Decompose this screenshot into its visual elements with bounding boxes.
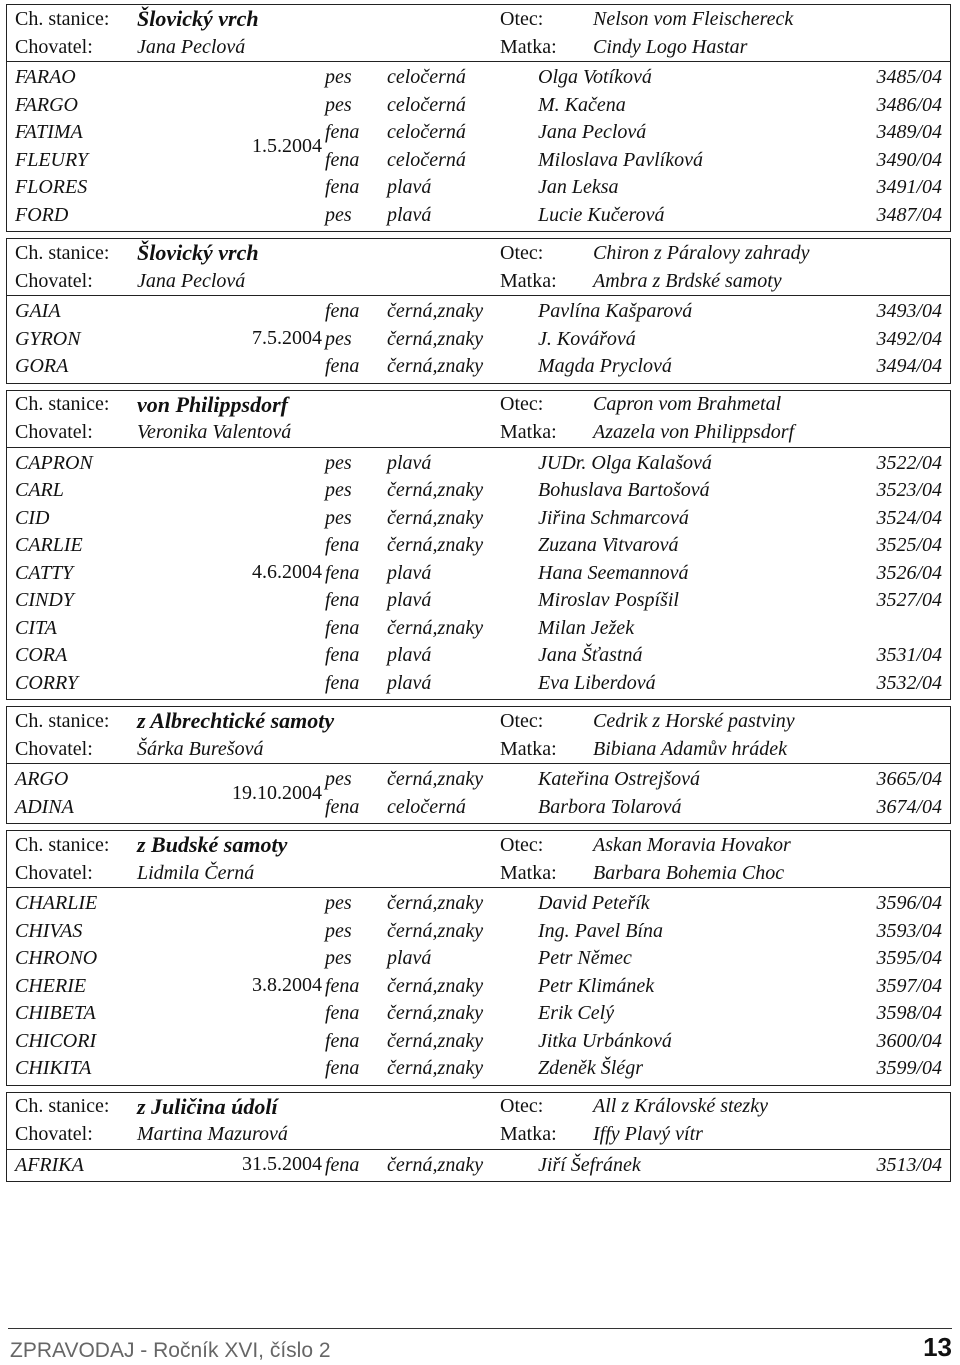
puppy-name: FLORES — [15, 176, 88, 199]
puppy-registration: 3596/04 — [876, 892, 942, 915]
puppy-registration: 3487/04 — [876, 203, 942, 226]
puppy-color: černá,znaky — [387, 974, 484, 997]
puppy-registration: 3524/04 — [876, 506, 942, 529]
puppy-name: CHERIE — [15, 974, 87, 997]
dam-name: Iffy Plavý vítr — [593, 1123, 703, 1145]
litter-header — [7, 707, 950, 764]
puppy-name: FLEURY — [15, 148, 88, 171]
puppy-color: celočerná — [387, 93, 466, 116]
puppy-color: plavá — [387, 589, 432, 612]
page-number: 13 — [923, 1332, 952, 1362]
puppy-row — [7, 1055, 950, 1083]
puppy-owner: Jana Šťastná — [538, 644, 643, 667]
puppy-sex: fena — [325, 616, 360, 639]
puppy-sex: fena — [325, 176, 360, 199]
puppy-sex: fena — [325, 148, 360, 171]
sire-label: Otec: — [500, 241, 544, 264]
puppy-sex: fena — [325, 589, 360, 612]
puppy-sex: pes — [325, 919, 352, 942]
litter-header — [7, 239, 950, 296]
puppy-row — [7, 532, 950, 560]
puppy-name: GAIA — [15, 300, 61, 323]
puppy-registration: 3522/04 — [876, 451, 942, 474]
litter-date: 31.5.2004 — [242, 1153, 322, 1176]
puppy-color: černá,znaky — [387, 479, 484, 502]
puppy-registration: 3486/04 — [876, 93, 942, 116]
puppy-registration: 3600/04 — [876, 1029, 942, 1052]
puppy-sex: pes — [325, 451, 352, 474]
puppy-row — [7, 1028, 950, 1056]
puppy-color: plavá — [387, 176, 432, 199]
dam-name: Azazela von Philippsdorf — [593, 421, 795, 443]
puppy-row — [7, 973, 950, 1001]
puppy-row — [7, 505, 950, 533]
puppy-sex: fena — [325, 1029, 360, 1052]
puppy-owner: Zuzana Vitvarová — [538, 534, 679, 557]
puppy-registration: 3665/04 — [876, 768, 942, 791]
breeder-row — [7, 735, 950, 763]
puppy-name: FATIMA — [15, 121, 83, 144]
puppy-row — [7, 64, 950, 92]
puppy-color: celočerná — [387, 148, 466, 171]
puppy-name: CITA — [15, 616, 57, 639]
breeder-label: Chovatel: — [15, 1123, 93, 1145]
puppy-color: plavá — [387, 561, 432, 584]
puppy-owner: Miloslava Pavlíková — [538, 148, 703, 171]
puppy-row — [7, 615, 950, 643]
puppy-name: CAPRON — [15, 451, 93, 474]
breeder-row — [7, 859, 950, 887]
puppy-row — [7, 766, 950, 794]
puppy-sex: fena — [325, 561, 360, 584]
puppy-name: CATTY — [15, 561, 74, 584]
puppy-owner: Bohuslava Bartošová — [538, 479, 710, 502]
puppy-row — [7, 353, 950, 381]
puppy-name: FARGO — [15, 93, 78, 116]
puppy-registration: 3598/04 — [876, 1002, 942, 1025]
puppy-row — [7, 1000, 950, 1028]
sire-label: Otec: — [500, 709, 544, 732]
page-footer — [8, 1328, 952, 1363]
puppy-owner: Pavlína Kašparová — [538, 300, 693, 323]
puppy-sex: fena — [325, 1057, 360, 1080]
station-label: Ch. stanice: — [15, 1095, 110, 1117]
puppy-owner: Zdeněk Šlégr — [538, 1057, 643, 1080]
litter-date: 1.5.2004 — [252, 134, 322, 157]
litter-block — [6, 706, 951, 824]
dam-label: Matka: — [500, 35, 557, 58]
station-name: z Albrechtické samoty — [137, 708, 335, 733]
puppy-row — [7, 945, 950, 973]
litter-block — [6, 1092, 951, 1183]
puppy-owner: Erik Celý — [538, 1002, 615, 1025]
puppy-registration: 3593/04 — [876, 919, 942, 942]
puppy-row — [7, 670, 950, 698]
puppy-color: černá,znaky — [387, 1029, 484, 1052]
sire-name: All z Královské stezky — [593, 1095, 768, 1117]
puppy-registration: 3493/04 — [876, 300, 942, 323]
puppy-owner: J. Kovářová — [538, 327, 636, 350]
puppy-row — [7, 450, 950, 478]
puppy-list — [7, 888, 950, 1085]
puppy-sex: pes — [325, 768, 352, 791]
sire-label: Otec: — [500, 7, 544, 30]
puppy-row — [7, 642, 950, 670]
litter-header — [7, 391, 950, 448]
puppy-sex: fena — [325, 671, 360, 694]
puppy-name: CHIVAS — [15, 919, 83, 942]
puppy-name: GORA — [15, 355, 69, 378]
station-name: Šlovický vrch — [137, 240, 259, 265]
puppy-registration: 3595/04 — [876, 947, 942, 970]
puppy-row — [7, 918, 950, 946]
puppy-row — [7, 298, 950, 326]
puppy-row — [7, 794, 950, 822]
puppy-sex: pes — [325, 479, 352, 502]
dam-label: Matka: — [500, 1123, 557, 1145]
puppy-owner: Eva Liberdová — [538, 671, 656, 694]
puppy-name: CINDY — [15, 589, 74, 612]
litter-date: 3.8.2004 — [252, 974, 322, 997]
puppy-sex: pes — [325, 327, 352, 350]
dam-label: Matka: — [500, 861, 557, 884]
puppy-color: celočerná — [387, 121, 466, 144]
puppy-owner: Jan Leksa — [538, 176, 619, 199]
puppy-sex: fena — [325, 300, 360, 323]
puppy-sex: fena — [325, 795, 360, 818]
puppy-name: AFRIKA — [15, 1153, 84, 1176]
puppy-owner: Milan Ježek — [538, 616, 635, 639]
litter-header — [7, 1093, 950, 1150]
puppy-row — [7, 477, 950, 505]
puppy-row — [7, 326, 950, 354]
dam-label: Matka: — [500, 421, 557, 443]
puppy-owner: Miroslav Pospíšil — [538, 589, 679, 612]
litter-date: 7.5.2004 — [252, 327, 322, 350]
sire-name: Askan Moravia Hovakor — [593, 833, 791, 856]
breeder-name: Veronika Valentová — [137, 421, 292, 443]
puppy-list — [7, 764, 950, 823]
puppy-name: ARGO — [15, 768, 69, 791]
breeder-name: Lidmila Černá — [137, 861, 255, 884]
puppy-list — [7, 296, 950, 383]
puppy-color: plavá — [387, 671, 432, 694]
breeder-row — [7, 419, 950, 447]
sire-label: Otec: — [500, 833, 544, 856]
puppy-color: černá,znaky — [387, 327, 484, 350]
puppy-owner: Barbora Tolarová — [538, 795, 682, 818]
puppy-owner: Jiří Šefránek — [538, 1153, 641, 1176]
puppy-sex: fena — [325, 355, 360, 378]
puppy-color: plavá — [387, 203, 432, 226]
litter-header — [7, 5, 950, 62]
dam-name: Cindy Logo Hastar — [593, 35, 748, 58]
breeder-name: Jana Peclová — [137, 269, 246, 292]
breeder-row — [7, 1121, 950, 1149]
station-label: Ch. stanice: — [15, 833, 110, 856]
puppy-registration: 3523/04 — [876, 479, 942, 502]
station-name: z Budské samoty — [137, 832, 288, 857]
litter-block — [6, 390, 951, 701]
station-row — [7, 239, 950, 267]
puppy-name: ADINA — [15, 795, 74, 818]
puppy-list — [7, 1150, 950, 1182]
puppy-color: černá,znaky — [387, 892, 484, 915]
puppy-row — [7, 560, 950, 588]
puppy-list — [7, 62, 950, 231]
puppy-row — [7, 202, 950, 230]
station-name: Šlovický vrch — [137, 6, 259, 31]
litter-header — [7, 831, 950, 888]
litter-list — [6, 4, 951, 1188]
station-name: z Juličina údolí — [137, 1093, 278, 1119]
puppy-row — [7, 1152, 950, 1180]
litter-block — [6, 238, 951, 384]
puppy-owner: David Peteřík — [538, 892, 650, 915]
puppy-owner: Jitka Urbánková — [538, 1029, 672, 1052]
puppy-owner: Jana Peclová — [538, 121, 647, 144]
puppy-color: černá,znaky — [387, 1057, 484, 1080]
breeder-row — [7, 33, 950, 61]
puppy-color: černá,znaky — [387, 1153, 484, 1176]
puppy-color: černá,znaky — [387, 616, 484, 639]
sire-name: Capron vom Brahmetal — [593, 393, 782, 415]
puppy-registration: 3485/04 — [876, 66, 942, 89]
puppy-registration: 3489/04 — [876, 121, 942, 144]
puppy-color: černá,znaky — [387, 506, 484, 529]
puppy-registration: 3490/04 — [876, 148, 942, 171]
puppy-name: CARL — [15, 479, 64, 502]
puppy-registration: 3599/04 — [876, 1057, 942, 1080]
puppy-registration: 3525/04 — [876, 534, 942, 557]
puppy-color: celočerná — [387, 66, 466, 89]
station-label: Ch. stanice: — [15, 241, 110, 264]
puppy-registration: 3674/04 — [876, 795, 942, 818]
dam-name: Bibiana Adamův hrádek — [593, 737, 788, 760]
puppy-name: CARLIE — [15, 534, 83, 557]
breeder-label: Chovatel: — [15, 737, 93, 760]
litter-block — [6, 830, 951, 1086]
puppy-name: FORD — [15, 203, 69, 226]
dam-name: Barbara Bohemia Choc — [593, 861, 785, 884]
puppy-name: FARAO — [15, 66, 76, 89]
puppy-sex: fena — [325, 974, 360, 997]
station-row — [7, 391, 950, 419]
puppy-color: černá,znaky — [387, 355, 484, 378]
puppy-owner: Ing. Pavel Bína — [538, 919, 663, 942]
station-row — [7, 831, 950, 859]
puppy-row — [7, 92, 950, 120]
magazine-title: ZPRAVODAJ - Ročník XVI, číslo 2 — [10, 1339, 331, 1362]
puppy-name: CORA — [15, 644, 68, 667]
litter-date: 4.6.2004 — [252, 561, 322, 584]
dam-label: Matka: — [500, 269, 557, 292]
breeder-label: Chovatel: — [15, 269, 93, 292]
puppy-owner: Petr Němec — [538, 947, 632, 970]
dam-label: Matka: — [500, 737, 557, 760]
puppy-row — [7, 890, 950, 918]
puppy-sex: fena — [325, 534, 360, 557]
breeder-name: Jana Peclová — [137, 35, 246, 58]
puppy-registration: 3531/04 — [876, 644, 942, 667]
puppy-sex: pes — [325, 93, 352, 116]
station-row — [7, 5, 950, 33]
puppy-color: plavá — [387, 451, 432, 474]
sire-label: Otec: — [500, 393, 544, 415]
station-row — [7, 707, 950, 735]
breeder-label: Chovatel: — [15, 861, 93, 884]
puppy-name: CHARLIE — [15, 892, 98, 915]
puppy-color: černá,znaky — [387, 1002, 484, 1025]
puppy-owner: Magda Pryclová — [538, 355, 672, 378]
puppy-registration: 3494/04 — [876, 355, 942, 378]
puppy-sex: pes — [325, 66, 352, 89]
puppy-registration: 3526/04 — [876, 561, 942, 584]
sire-name: Chiron z Páralovy zahrady — [593, 241, 810, 264]
litter-date: 19.10.2004 — [232, 781, 322, 804]
litter-block — [6, 4, 951, 232]
puppy-name: GYRON — [15, 327, 81, 350]
puppy-registration: 3532/04 — [876, 671, 942, 694]
sire-name: Nelson vom Fleischereck — [593, 7, 794, 30]
breeder-row — [7, 267, 950, 295]
puppy-name: CID — [15, 506, 50, 529]
puppy-sex: pes — [325, 203, 352, 226]
puppy-color: celočerná — [387, 795, 466, 818]
puppy-owner: M. Kačena — [538, 93, 626, 116]
puppy-name: CHICORI — [15, 1029, 97, 1052]
puppy-color: černá,znaky — [387, 919, 484, 942]
puppy-color: plavá — [387, 644, 432, 667]
puppy-color: černá,znaky — [387, 534, 484, 557]
puppy-sex: fena — [325, 1002, 360, 1025]
puppy-registration: 3527/04 — [876, 589, 942, 612]
puppy-owner: Jiřina Schmarcová — [538, 506, 689, 529]
puppy-color: plavá — [387, 947, 432, 970]
puppy-owner: Hana Seemannová — [538, 561, 689, 584]
puppy-row — [7, 174, 950, 202]
breeder-name: Martina Mazurová — [137, 1123, 288, 1145]
puppy-registration: 3513/04 — [876, 1153, 942, 1176]
sire-name: Cedrik z Horské pastviny — [593, 709, 795, 732]
puppy-name: CHIBETA — [15, 1002, 96, 1025]
puppy-color: černá,znaky — [387, 768, 484, 791]
dam-name: Ambra z Brdské samoty — [593, 269, 782, 292]
puppy-owner: Kateřina Ostrejšová — [538, 768, 701, 791]
breeder-label: Chovatel: — [15, 35, 93, 58]
puppy-registration: 3491/04 — [876, 176, 942, 199]
breeder-name: Šárka Burešová — [137, 737, 264, 760]
puppy-list — [7, 448, 950, 700]
puppy-sex: fena — [325, 1153, 360, 1176]
breeder-label: Chovatel: — [15, 421, 93, 443]
puppy-owner: JUDr. Olga Kalašová — [538, 451, 712, 474]
sire-label: Otec: — [500, 1095, 544, 1117]
station-label: Ch. stanice: — [15, 709, 110, 732]
puppy-owner: Olga Votíková — [538, 66, 652, 89]
puppy-sex: pes — [325, 506, 352, 529]
puppy-name: CHIKITA — [15, 1057, 92, 1080]
station-label: Ch. stanice: — [15, 393, 110, 415]
puppy-owner: Lucie Kučerová — [538, 203, 665, 226]
puppy-color: černá,znaky — [387, 300, 484, 323]
puppy-registration: 3597/04 — [876, 974, 942, 997]
station-label: Ch. stanice: — [15, 7, 110, 30]
station-name: von Philippsdorf — [137, 391, 288, 417]
puppy-registration: 3492/04 — [876, 327, 942, 350]
station-row — [7, 1093, 950, 1121]
puppy-sex: fena — [325, 644, 360, 667]
puppy-owner: Petr Klimánek — [538, 974, 655, 997]
puppy-name: CORRY — [15, 671, 78, 694]
puppy-row — [7, 119, 950, 147]
puppy-name: CHRONO — [15, 947, 98, 970]
puppy-sex: pes — [325, 892, 352, 915]
puppy-sex: pes — [325, 947, 352, 970]
puppy-row — [7, 587, 950, 615]
puppy-sex: fena — [325, 121, 360, 144]
puppy-row — [7, 147, 950, 175]
